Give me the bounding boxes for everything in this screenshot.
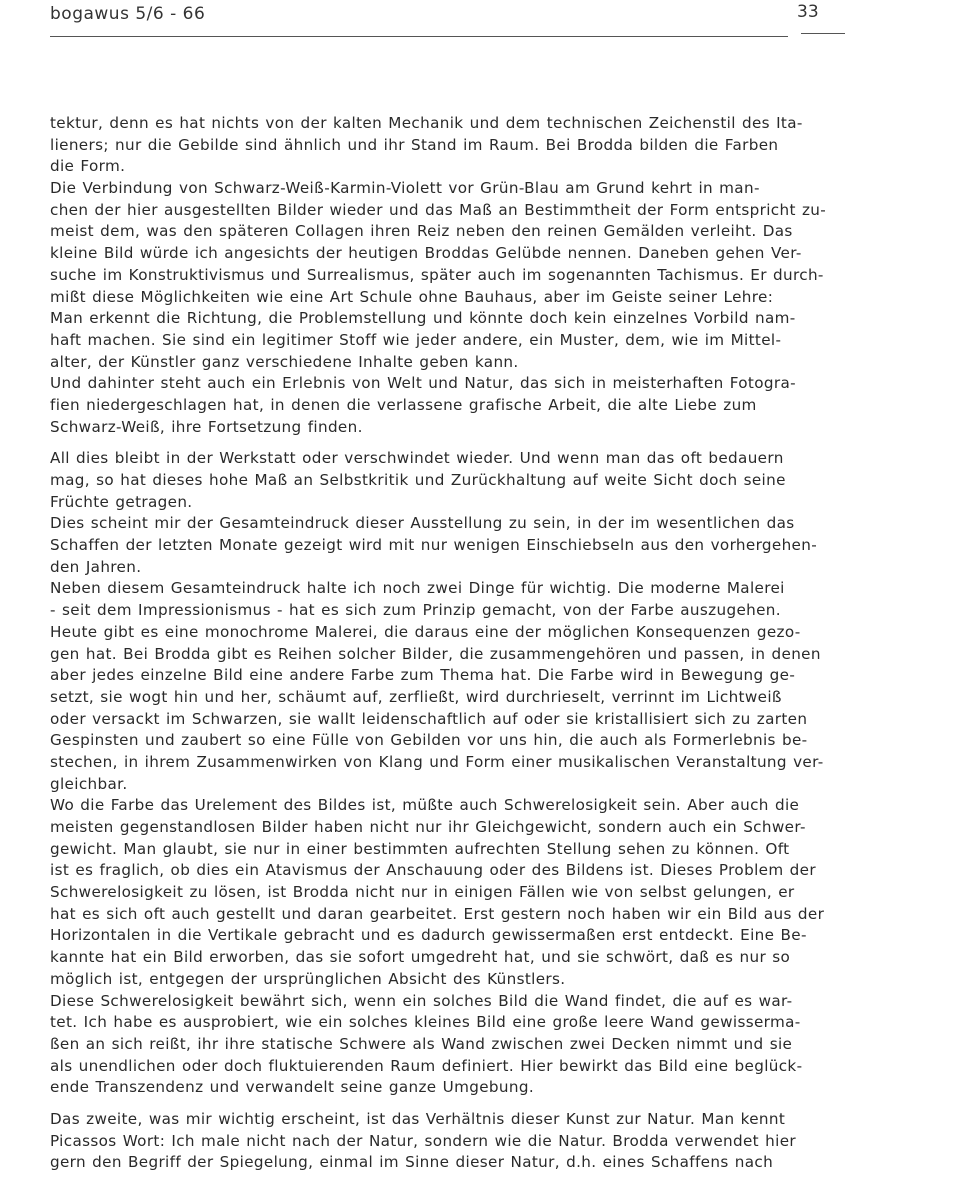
text-line: setzt, sie wogt hin und her, schäumt auf, zerfließt, wird durchrieselt, verrinnt im Lichtweiß <box>50 687 782 706</box>
text-line: kannte hat ein Bild erworben, das sie sofort umgedreht hat, und sie schwört, daß es nur so <box>50 948 791 967</box>
text-line: meist dem, was den späteren Collagen ihren Reiz neben den reinen Gemälden verleiht. Das <box>50 222 793 241</box>
text-line: Dies scheint mir der Gesamteindruck dieser Ausstellung zu sein, in der im wesentlichen das <box>50 514 795 533</box>
text-line: - seit dem Impressionismus - hat es sich zum Prinzip gemacht, von der Farbe auszugehen. <box>50 601 781 620</box>
text-block-1 <box>50 113 835 438</box>
text-line: die Form. <box>50 157 126 176</box>
text-line: möglich ist, entgegen der ursprünglichen Absicht des Künstlers. <box>50 969 566 988</box>
page-header <box>0 0 953 45</box>
text-line: stechen, in ihrem Zusammenwirken von Klang und Form einer musikalischen Veranstaltung ver- <box>50 752 824 771</box>
article-body <box>50 113 835 1174</box>
text-line: All dies bleibt in der Werkstatt oder verschwindet wieder. Und wenn man das oft bedauern <box>50 449 784 468</box>
text-line: den Jahren. <box>50 557 142 576</box>
journal-title: bogawus 5/6 - 66 <box>50 4 206 24</box>
text-block-3 <box>50 1109 835 1174</box>
text-line: oder versackt im Schwarzen, sie wallt leidenschaftlich auf oder sie kristallisiert sich zu zarten <box>50 709 808 728</box>
text-line: gewicht. Man glaubt, sie nur in einer bestimmten aufrechten Stellung sehen zu können. Oft <box>50 839 790 858</box>
text-line: alter, der Künstler ganz verschiedene Inhalte geben kann. <box>50 352 519 371</box>
text-line: ende Transzendenz und verwandelt seine ganze Umgebung. <box>50 1078 535 1097</box>
text-block-2 <box>50 448 835 1099</box>
text-line: meisten gegenstandlosen Bilder haben nicht nur ihr Gleichgewicht, sondern auch ein Schwer- <box>50 818 806 836</box>
text-line: ßen an sich reißt, ihr ihre statische Schwere als Wand zwischen zwei Decken nimmt und sie <box>50 1034 793 1053</box>
text-line: Und dahinter steht auch ein Erlebnis von Welt und Natur, das sich in meisterhaften Fotogra- <box>50 374 796 393</box>
text-line: suche im Konstruktivismus und Surrealismus, später auch im sogenannten Tachismus. Er durch- <box>50 265 824 284</box>
text-line: Neben diesem Gesamteindruck halte ich noch zwei Dinge für wichtig. Die moderne Malerei <box>50 579 785 598</box>
text-line: Schaffen der letzten Monate gezeigt wird mit nur wenigen Einschiebseln aus den vorhergehen- <box>50 536 818 555</box>
text-line: Schwarz-Weiß, ihre Fortsetzung finden. <box>50 417 363 436</box>
text-line: Gespinsten und zaubert so eine Fülle von Gebilden vor uns hin, die auch als Formerlebnis be- <box>50 731 808 750</box>
text-line: lieners; nur die Gebilde sind ähnlich und ihr Stand im Raum. Bei Brodda bilden die Farben <box>50 135 779 154</box>
text-line: chen der hier ausgestellten Bilder wieder und das Maß an Bestimmtheit der Form entspricht zu- <box>50 200 827 219</box>
text-line: gen hat. Bei Brodda gibt es Reihen solcher Bilder, die zusammengehören und passen, in denen <box>50 644 821 663</box>
header-rule <box>50 36 788 37</box>
text-line: hat es sich oft auch gestellt und daran gearbeitet. Erst gestern noch haben wir ein Bild aus der <box>50 904 825 923</box>
text-line: als unendlichen oder doch fluktuierenden Raum definiert. Hier bewirkt das Bild eine beglück- <box>50 1056 803 1075</box>
text-line: Wo die Farbe das Urelement des Bildes ist, müßte auch Schwerelosigkeit sein. Aber auch die <box>50 796 800 815</box>
paragraph-gap <box>50 1099 835 1109</box>
text-line: Man erkennt die Richtung, die Problemstellung und könnte doch kein einzelnes Vorbild nam- <box>50 309 796 328</box>
text-line: gern den Begriff der Spiegelung, einmal im Sinne dieser Natur, d.h. eines Schaffens nach <box>50 1153 774 1172</box>
text-line: haft machen. Sie sind ein legitimer Stoff wie jeder andere, ein Muster, dem, wie im Mittel- <box>50 330 782 349</box>
text-line: Früchte getragen. <box>50 492 193 511</box>
text-line: Heute gibt es eine monochrome Malerei, die daraus eine der möglichen Konsequenzen gezo- <box>50 622 801 641</box>
paragraph-gap <box>50 438 835 448</box>
text-line: tektur, denn es hat nichts von der kalten Mechanik und dem technischen Zeichenstil des Ita- <box>50 114 803 132</box>
page-number: 33 <box>797 2 819 22</box>
text-line: Schwerelosigkeit zu lösen, ist Brodda nicht nur in einigen Fällen wie von selbst gelungen, er <box>50 883 795 902</box>
text-line: Das zweite, was mir wichtig erscheint, ist das Verhältnis dieser Kunst zur Natur. Man kennt <box>50 1109 786 1128</box>
text-line: aber jedes einzelne Bild eine andere Farbe zum Thema hat. Die Farbe wird in Bewegung ge- <box>50 666 796 685</box>
text-line: gleichbar. <box>50 774 128 793</box>
text-line: kleine Bild würde ich angesichts der heutigen Broddas Gelübde nennen. Daneben gehen Ver- <box>50 244 802 263</box>
text-line: mißt diese Möglichkeiten wie eine Art Schule ohne Bauhaus, aber im Geiste seiner Lehre: <box>50 287 774 306</box>
text-line: Die Verbindung von Schwarz-Weiß-Karmin-Violett vor Grün-Blau am Grund kehrt in man- <box>50 179 760 198</box>
text-line: Horizontalen in die Vertikale gebracht und es dadurch gewissermaßen erst entdeckt. Eine Be- <box>50 926 807 945</box>
text-line: mag, so hat dieses hohe Maß an Selbstkritik und Zurückhaltung auf weite Sicht doch seine <box>50 471 786 489</box>
text-line: fien niedergeschlagen hat, in denen die verlassene grafische Arbeit, die alte Liebe zum <box>50 395 757 414</box>
page-number-rule <box>801 33 845 34</box>
text-line: ist es fraglich, ob dies ein Atavismus der Anschauung oder des Bildens ist. Dieses Problem der <box>50 861 816 880</box>
text-line: tet. Ich habe es ausprobiert, wie ein solches kleines Bild eine große leere Wand gewisserma- <box>50 1013 801 1032</box>
text-line: Diese Schwerelosigkeit bewährt sich, wenn ein solches Bild die Wand findet, die auf es war- <box>50 991 793 1010</box>
text-line: Picassos Wort: Ich male nicht nach der Natur, sondern wie die Natur. Brodda verwendet hier <box>50 1131 796 1150</box>
